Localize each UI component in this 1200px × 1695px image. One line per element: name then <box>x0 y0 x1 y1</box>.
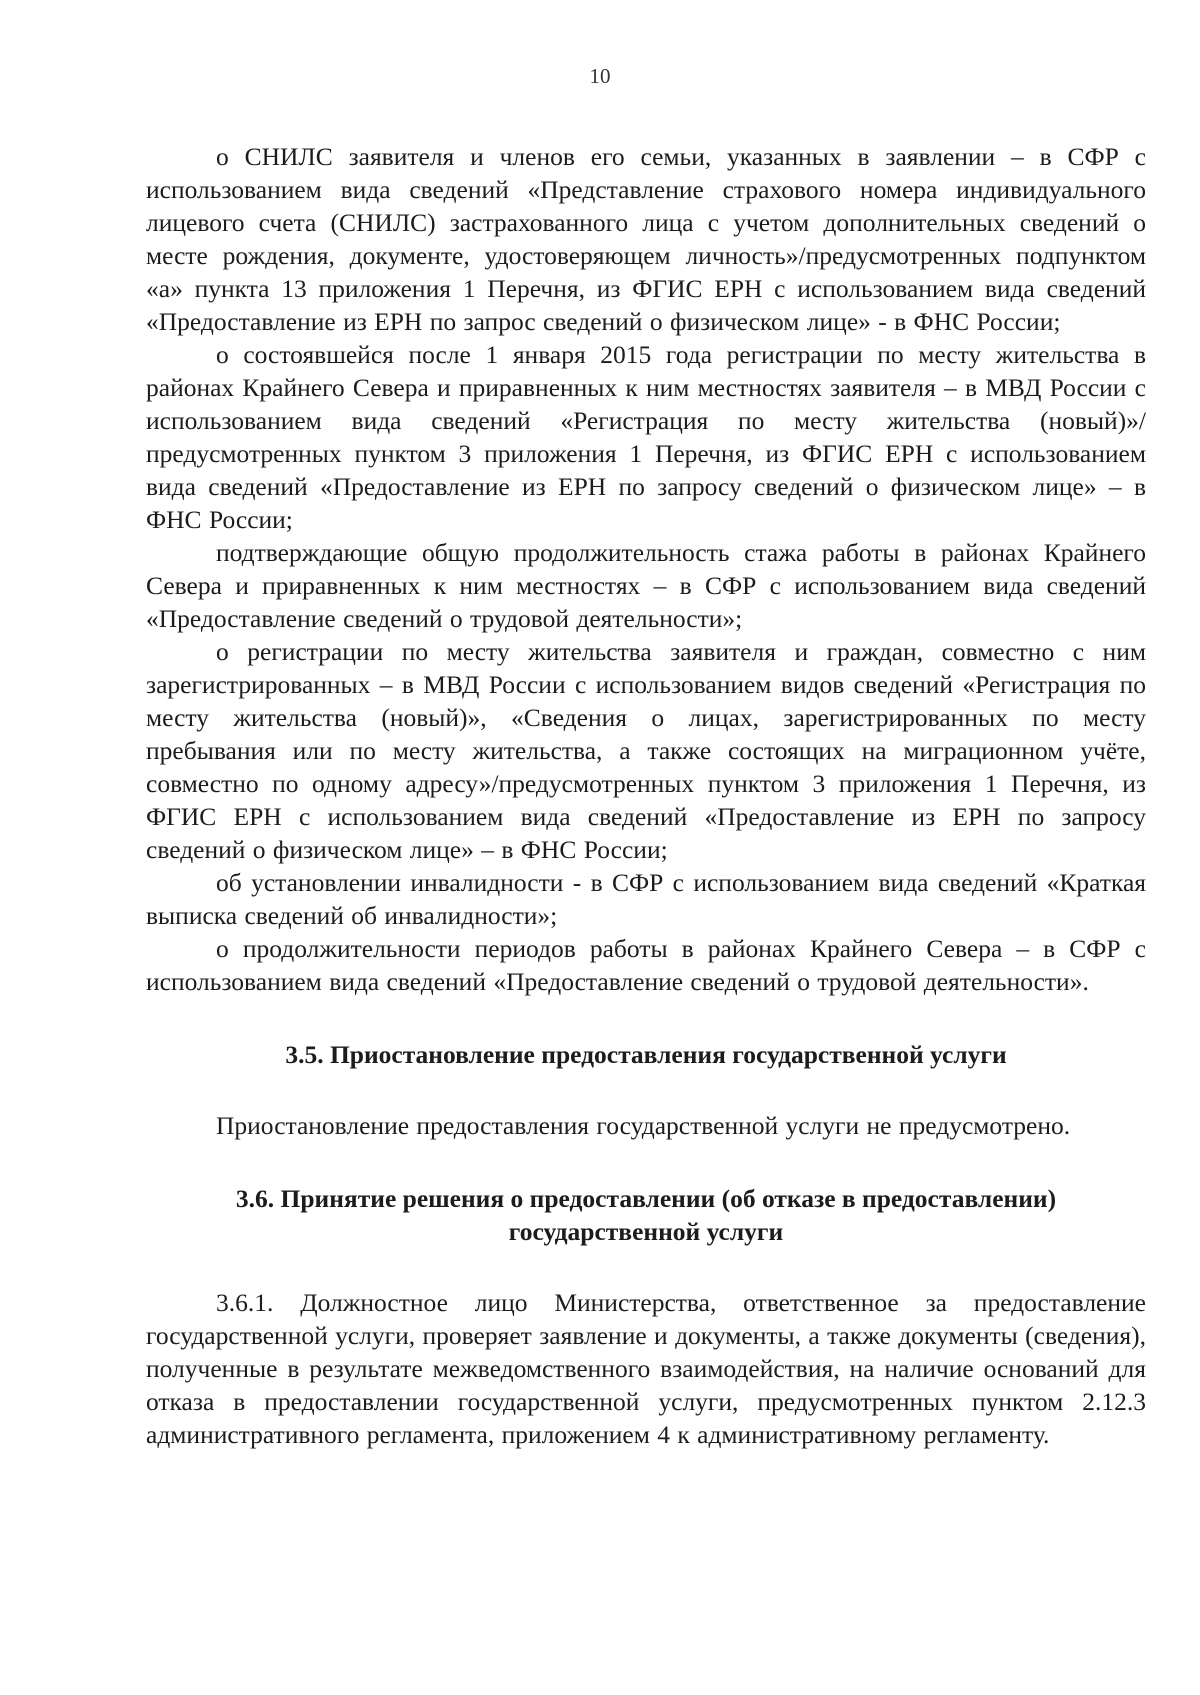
paragraph-snils: о СНИЛС заявителя и членов его семьи, указанных в заявлении – в СФР с использованием вида сведений «Представление страхового номера индивидуального лицевого счета (СНИЛС) застрахованного лица с учетом дополнительных сведений о месте рождения, документе, удостоверяющем личность»/предусмотренных подпунктом «а» пункта 13 приложения 1 Перечня, из ФГИС ЕРН с использованием вида сведений «Предоставление из ЕРН по запрос сведений о физическом лице» - в ФНС России; <box>146 142 1146 336</box>
section-heading-3-5: 3.5. Приостановление предоставления государственной услуги <box>285 1040 1007 1069</box>
paragraph-disability: об установлении инвалидности - в СФР с использованием вида сведений «Краткая выписка сведений об инвалидности»; <box>146 868 1146 930</box>
paragraph-residence-registration: о регистрации по месту жительства заявителя и граждан, совместно с ним зарегистрированных – в МВД России с использованием видов сведений «Регистрация по месту жительства (новый)», «Сведения о лицах, зарегистрированных по месту пребывания или по месту жительства, а также состоящих на миграционном учёте, совместно по одному адресу»/предусмотренных пунктом 3 приложения 1 Перечня, из ФГИС ЕРН с использованием вида сведений «Предоставление из ЕРН по запросу сведений о физическом лице» – в ФНС России; <box>146 637 1146 864</box>
paragraph-work-periods: о продолжительности периодов работы в районах Крайнего Севера – в СФР с использованием вида сведений «Предоставление сведений о трудовой деятельности». <box>146 934 1146 996</box>
section-3-5-text: Приостановление предоставления государственной услуги не предусмотрено. <box>216 1111 1071 1140</box>
section-heading-3-6 <box>146 1182 1146 1248</box>
paragraph-registration-north: о состоявшейся после 1 января 2015 года регистрации по месту жительства в районах Крайнего Севера и приравненных к ним местностях заявителя – в МВД России с использованием вида сведений «Регистрация по месту жительства (новый)»/предусмотренных пунктом 3 приложения 1 Перечня, из ФГИС ЕРН с использованием вида сведений «Предоставление из ЕРН по запросу сведений о физическом лице» – в ФНС России; <box>146 340 1146 534</box>
paragraph-work-experience: подтверждающие общую продолжительность стажа работы в районах Крайнего Севера и приравненных к ним местностях – в СФР с использованием вида сведений «Предоставление сведений о трудовой деятельности»; <box>146 538 1146 633</box>
section-heading-3-6-line1: 3.6. Принятие решения о предоставлении (об отказе в предоставлении) <box>235 1184 1057 1213</box>
document-body <box>146 140 1146 1451</box>
section-3-6-1-text: 3.6.1. Должностное лицо Министерства, ответственное за предоставление государственной услуги, проверяет заявление и документы, а также документы (сведения), полученные в результате межведомственного взаимодействия, на наличие оснований для отказа в предоставлении государственной услуги, предусмотренных пунктом 2.12.3 административного регламента, приложением 4 к административному регламенту. <box>146 1288 1146 1449</box>
section-heading-3-6-line2: государственной услуги <box>508 1217 784 1246</box>
page-number: 10 <box>589 64 611 88</box>
